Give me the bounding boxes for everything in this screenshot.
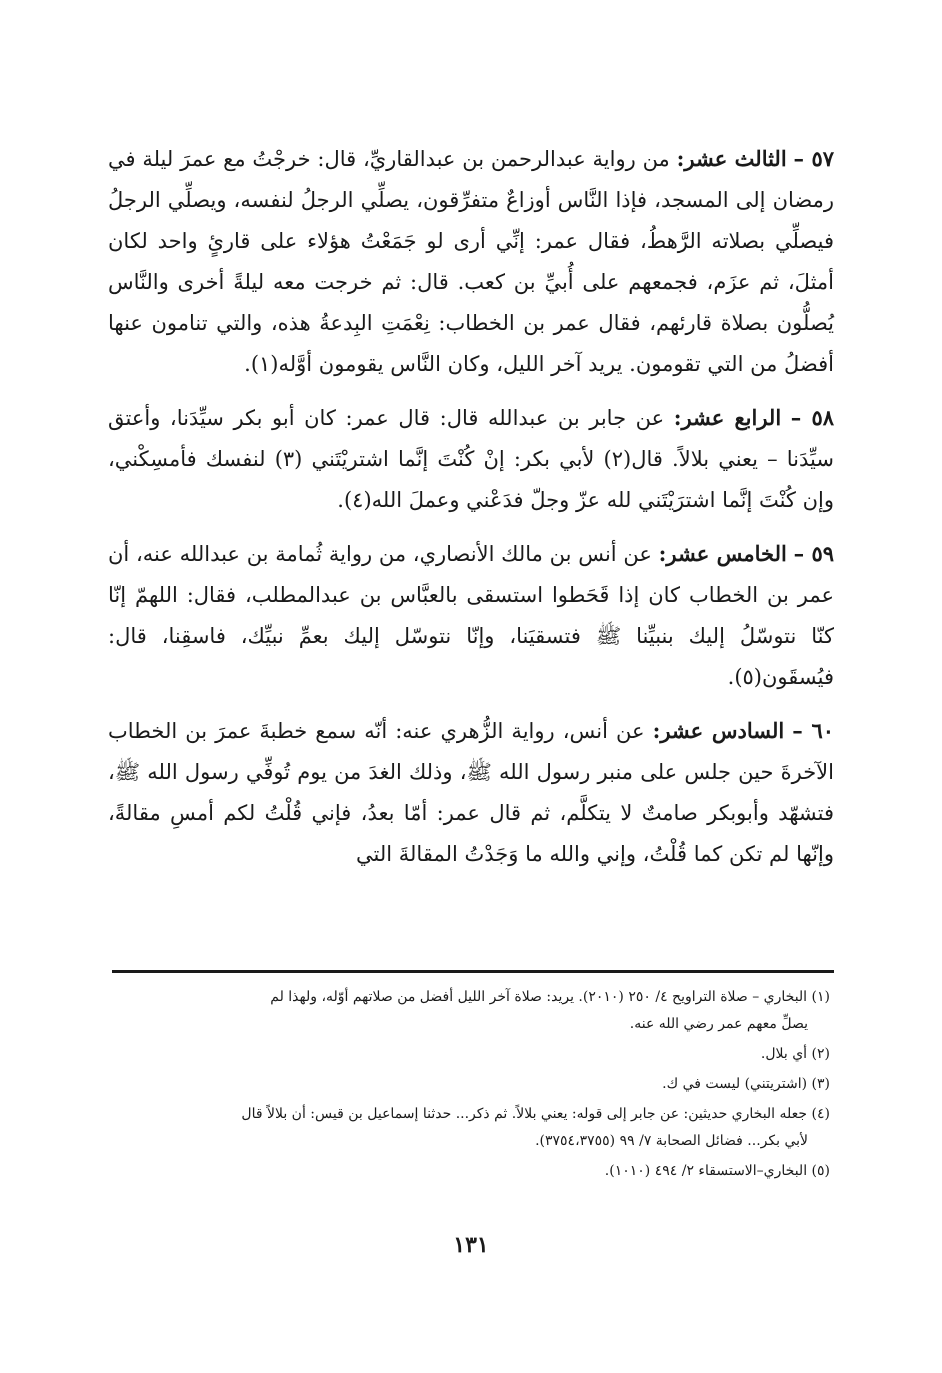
paragraph-number: ٥٨ –: [790, 405, 834, 430]
footnote-text: (٤) جعله البخاري حديثين: عن جابر إلى قوله: يعني بلالاً. ثم ذكر... حدثنا إسماعيل بن قيس: أن بلالاً قال: [241, 1106, 830, 1122]
paragraph-number: ٥٧ –: [793, 146, 834, 171]
footnote-3: [108, 1071, 830, 1098]
footnote-text: (٣) (اشتريتني) ليست في ك.: [662, 1076, 830, 1092]
paragraph-57: [108, 138, 834, 385]
footnote-1: [108, 984, 830, 1038]
page-number: ١٣١: [453, 1232, 489, 1258]
main-text: [108, 138, 834, 887]
paragraph-title: الخامس عشر:: [658, 541, 787, 566]
footnote-continuation: لأبي بكر... فضائل الصحابة ٧/ ٩٩ (٣٧٥٤،٣٧٥٥).: [535, 1133, 808, 1149]
footnote-continuation: يصلِّ معهم عمر رضي الله عنه.: [629, 1016, 808, 1032]
footnote-text: (٥) البخاري–الاستسقاء ٢/ ٤٩٤ (١٠١٠).: [604, 1163, 830, 1179]
paragraph-text: من رواية عبدالرحمن بن عبدالقاريِّ، قال: خرجْتُ مع عمرَ ليلة في رمضان إلى المسجد، فإذا النَّاس أوزاعٌ متفرِّقون، يصلِّي الرجلُ لنفسه، ويصلِّي الرجلُ فيصلِّي بصلاته الرَّهطُ، فقال عمر: إنِّي أرى لو جَمَعْتُ هؤلاء على قارئٍ واحد لكان أمثلَ، ثم عزَم، فجمعهم على أُبيِّ بن كعب. قال: ثم خرجت معه ليلةً أخرى والنَّاس يُصلُّون بصلاة قارئهم، فقال عمر بن الخطاب: نِعْمَتِ البِدعةُ هذه، والتي تنامون عنها أفضلُ من التي تقومون. يريد آخر الليل، وكان النَّاس يقومون أوَّله(١).: [108, 147, 834, 376]
paragraph-59: [108, 533, 834, 698]
paragraph-text: عن أنس بن مالك الأنصاري، من رواية ثُمامة بن عبدالله عنه، أن عمر بن الخطاب كان إذا قَحَطوا استسقى بالعبَّاس بن عبدالمطلب، فقال: اللهمّ إنّا كنّا نتوسّلُ إليك بنبيِّنا ﷺ فتسقيَنا، وإنّا نتوسّل إليك بعمِّ نبيِّك، فاسقِنا، قال: فيُسقَون(٥).: [108, 542, 834, 689]
paragraph-number: ٥٩ –: [793, 541, 834, 566]
footnote-4: [108, 1101, 830, 1155]
footnote-5: [108, 1158, 830, 1185]
paragraph-title: الثالث عشر:: [676, 146, 787, 171]
footnote-2: [108, 1041, 830, 1068]
paragraph-number: ٦٠ –: [792, 718, 835, 743]
paragraph-text: عن جابر بن عبدالله قال: قال عمر: كان أبو بكر سيِّدَنا، وأعتق سيِّدَنا – يعني بلالاً. قال(٢) لأبي بكر: إنْ كُنْتَ إنَّما اشتريْتَني (٣) لنفسك فأمسِكْني، وإن كُنْتَ إنَّما اشترَيْتَني لله عزّ وجلّ فدَعْني وعملَ الله(٤).: [108, 406, 834, 512]
paragraph-text: عن أنس، رواية الزُّهري عنه: أنّه سمع خطبةَ عمرَ بن الخطاب الآخرةَ حين جلس على منبر رسول الله ﷺ، وذلك الغدَ من يوم تُوفِّي رسول الله ﷺ، فتشهّد وأبوبكر صامتٌ لا يتكلَّم، ثم قال عمر: أمّا بعدُ، فإني قُلْتُ لكم أمسِ مقالةً، وإنّها لم تكن كما قُلْتُ، وإني والله ما وَجَدْتُ المقالةَ التي: [108, 719, 834, 866]
footnote-text: (١) البخاري – صلاة التراويح ٤/ ٢٥٠ (٢٠١٠). يريد: صلاة آخر الليل أفضل من صلاتهم أوّله، ولهذا لم: [270, 989, 830, 1005]
footnote-divider: [112, 970, 834, 973]
paragraph-60: [108, 710, 834, 875]
footnotes: [108, 984, 830, 1188]
paragraph-title: السادس عشر:: [652, 718, 785, 743]
footnote-text: (٢) أي بلال.: [760, 1046, 830, 1062]
paragraph-58: [108, 397, 834, 521]
paragraph-title: الرابع عشر:: [673, 405, 782, 430]
